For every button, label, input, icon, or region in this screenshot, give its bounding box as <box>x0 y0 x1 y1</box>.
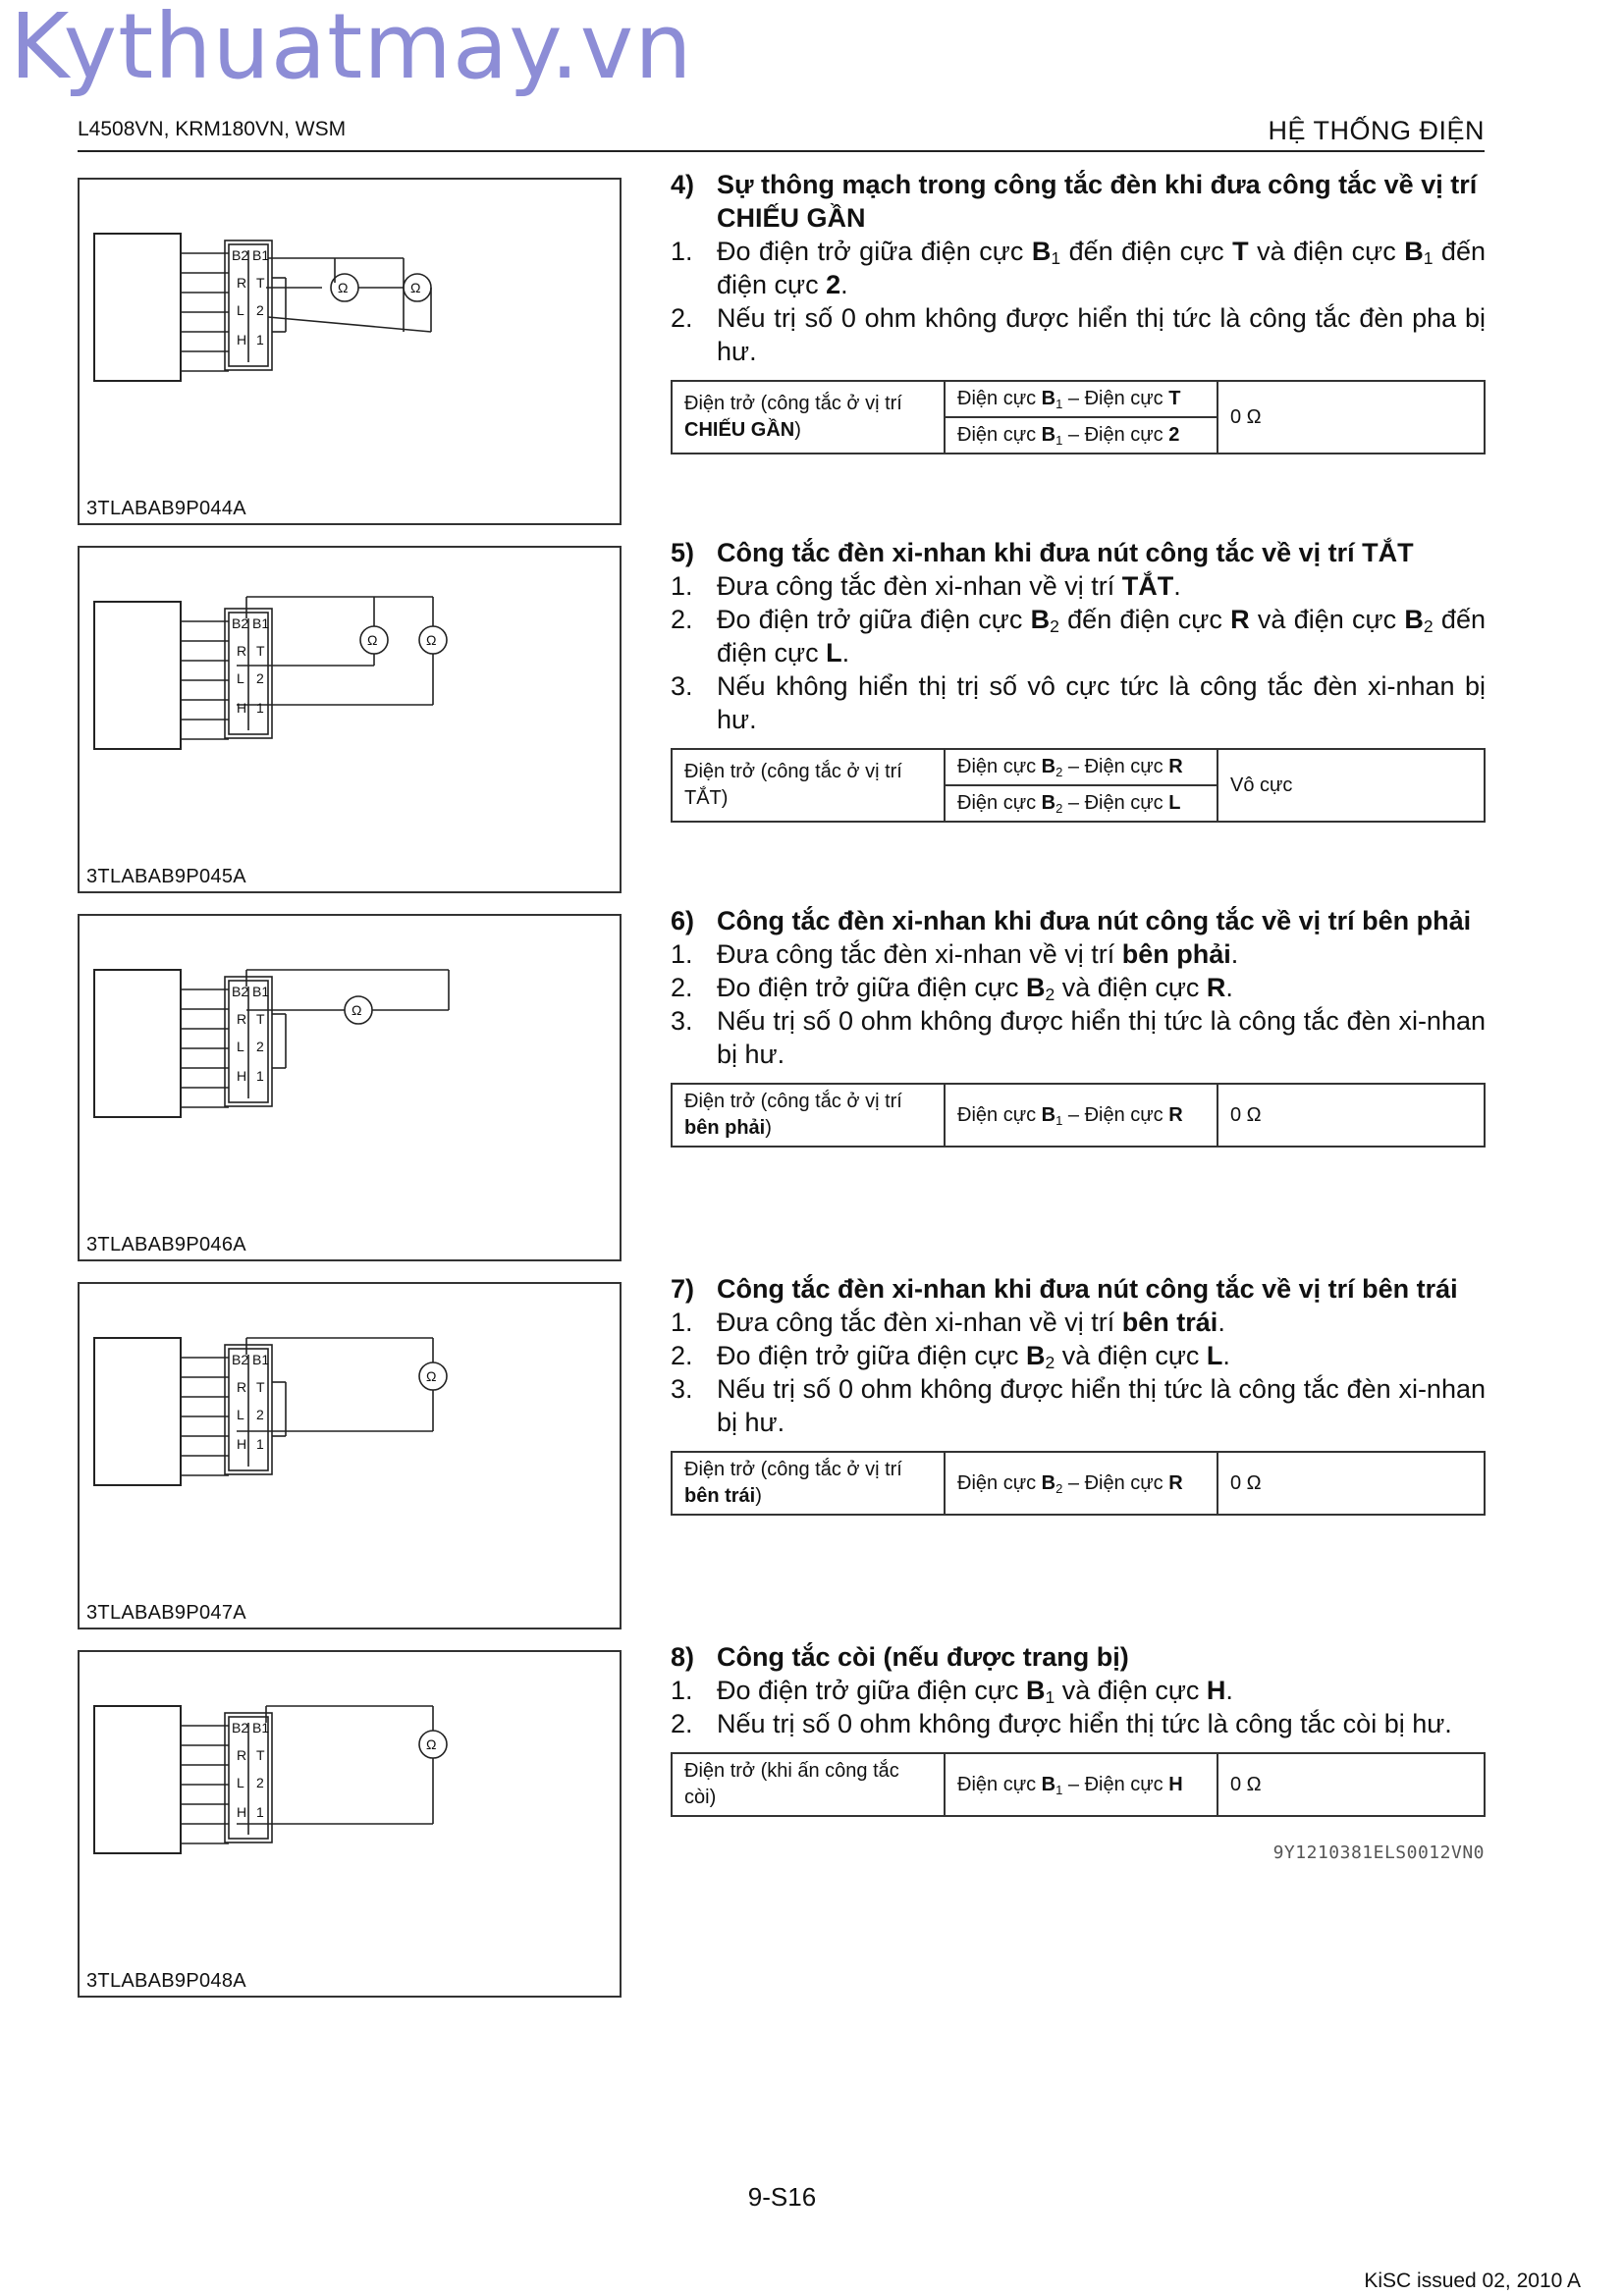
section-6-turn-right <box>671 904 1486 1148</box>
resistance-table <box>671 1083 1486 1148</box>
table-condition-cell: Điện trở (công tắc ở vị trí TẮT) <box>672 749 945 822</box>
terminal-t: T <box>256 275 265 291</box>
terminal-b1: B1 <box>252 1720 270 1735</box>
table-condition-cell: Điện trở (khi ấn công tắc còi) <box>672 1753 945 1816</box>
step: 1. Đưa công tắc đèn xi-nhan về vị trí TẮT. <box>671 571 1181 601</box>
resistance-table <box>671 1752 1486 1817</box>
wiring-diagram <box>80 548 620 862</box>
terminal-h: H <box>237 1068 247 1084</box>
section-5-turn-off <box>671 536 1486 823</box>
terminal-r: R <box>237 643 247 659</box>
step: 1. Đo điện trở giữa điện cực $B_1$ đến điện cực T và điện cực $B_1$ đến điện cực 2. <box>671 237 1486 299</box>
step-list <box>671 1306 1486 1439</box>
wiring-diagram <box>80 1652 620 1966</box>
figure-horn <box>78 1650 622 1998</box>
terminal-b2: B2 <box>232 1720 249 1735</box>
step: 2. Đo điện trở giữa điện cực $B_2$ đến điện cực R và điện cực $B_2$ đến điện cực L. <box>671 605 1486 667</box>
step-list <box>671 569 1486 736</box>
header-chapter-title: HỆ THỐNG ĐIỆN <box>1268 116 1485 145</box>
ohmmeter-icon: Ω <box>352 1002 362 1018</box>
section-title: 5) Công tắc đèn xi-nhan khi đưa nút công tắc về vị trí TẮT <box>671 538 1414 567</box>
figure-turn-off <box>78 546 622 893</box>
terminal-2: 2 <box>256 1039 264 1054</box>
terminal-b2: B2 <box>232 984 249 999</box>
step: 2. Đo điện trở giữa điện cực $B_2$ và điện cực L. <box>671 1341 1230 1372</box>
terminal-r: R <box>237 1011 247 1027</box>
terminal-l: L <box>237 302 244 318</box>
terminal-2: 2 <box>256 302 264 318</box>
section-title: 7) Công tắc đèn xi-nhan khi đưa nút công tắc về vị trí bên trái <box>671 1274 1458 1304</box>
ohmmeter-icon: Ω <box>367 632 378 648</box>
wiring-diagram <box>80 180 620 494</box>
step: 1. Đưa công tắc đèn xi-nhan về vị trí bên trái. <box>671 1308 1225 1337</box>
figure-low-beam <box>78 178 622 525</box>
table-value-cell: 0 Ω <box>1217 1452 1485 1515</box>
step: 2. Nếu trị số 0 ohm không được hiển thị tức là công tắc đèn pha bị hư. <box>671 303 1486 366</box>
table-terminal-cell: Điện cực $B_1$ – Điện cực 2 <box>945 417 1217 454</box>
table-value-cell: Vô cực <box>1217 749 1485 822</box>
terminal-b1: B1 <box>252 247 270 263</box>
step-list <box>671 1674 1486 1740</box>
terminal-t: T <box>256 1747 265 1763</box>
terminal-1: 1 <box>256 332 264 347</box>
terminal-t: T <box>256 1011 265 1027</box>
terminal-1: 1 <box>256 1804 264 1820</box>
wiring-diagram <box>80 916 620 1230</box>
terminal-1: 1 <box>256 1068 264 1084</box>
page-number: 9-S16 <box>747 2182 817 2212</box>
ohmmeter-icon: Ω <box>426 632 437 648</box>
table-condition-cell: Điện trở (công tắc ở vị trí bên phải) <box>672 1084 945 1147</box>
resistance-table <box>671 748 1486 823</box>
wiring-diagram <box>80 1284 620 1598</box>
header-manual-codes: L4508VN, KRM180VN, WSM <box>78 118 347 140</box>
section-title: 6) Công tắc đèn xi-nhan khi đưa nút công tắc về vị trí bên phải <box>671 906 1472 935</box>
terminal-b2: B2 <box>232 247 249 263</box>
step: 1. Đo điện trở giữa điện cực $B_1$ và điện cực H. <box>671 1676 1233 1707</box>
table-value-cell: 0 Ω <box>1217 381 1485 454</box>
step-list <box>671 235 1486 368</box>
section-7-turn-left <box>671 1272 1486 1516</box>
table-terminal-cell: Điện cực $B_1$ – Điện cực R <box>945 1084 1217 1147</box>
terminal-b1: B1 <box>252 984 270 999</box>
table-terminal-cell: Điện cực $B_2$ – Điện cực L <box>945 785 1217 822</box>
terminal-b2: B2 <box>232 615 249 631</box>
resistance-table <box>671 380 1486 454</box>
terminal-h: H <box>237 700 247 716</box>
terminal-1: 1 <box>256 700 264 716</box>
step-list <box>671 937 1486 1071</box>
terminal-h: H <box>237 1804 247 1820</box>
terminal-r: R <box>237 1747 247 1763</box>
figure-label: 3TLABAB9P044A <box>86 498 246 519</box>
ohmmeter-icon: Ω <box>410 280 421 295</box>
step: 3. Nếu không hiển thị trị số vô cực tức là công tắc đèn xi-nhan bị hư. <box>671 671 1486 734</box>
header-divider <box>78 150 1485 152</box>
section-4-low-beam <box>671 168 1486 454</box>
ohmmeter-icon: Ω <box>426 1368 437 1384</box>
section-8-horn <box>671 1640 1486 1817</box>
terminal-b1: B1 <box>252 615 270 631</box>
terminal-l: L <box>237 670 244 686</box>
terminal-l: L <box>237 1407 244 1422</box>
terminal-h: H <box>237 1436 247 1452</box>
step: 1. Đưa công tắc đèn xi-nhan về vị trí bên phải. <box>671 939 1239 969</box>
figure-label: 3TLABAB9P048A <box>86 1970 246 1992</box>
table-condition-cell: Điện trở (công tắc ở vị trí bên trái) <box>672 1452 945 1515</box>
terminal-l: L <box>237 1039 244 1054</box>
table-value-cell: 0 Ω <box>1217 1084 1485 1147</box>
terminal-1: 1 <box>256 1436 264 1452</box>
table-terminal-cell: Điện cực $B_2$ – Điện cực R <box>945 1452 1217 1515</box>
ohmmeter-icon: Ω <box>426 1736 437 1752</box>
terminal-t: T <box>256 1379 265 1395</box>
figure-label: 3TLABAB9P046A <box>86 1234 246 1255</box>
document-code: 9Y1210381ELS0012VN0 <box>1272 1842 1485 1863</box>
terminal-r: R <box>237 1379 247 1395</box>
figure-turn-left <box>78 1282 622 1629</box>
resistance-table <box>671 1451 1486 1516</box>
terminal-t: T <box>256 643 265 659</box>
table-terminal-cell: Điện cực $B_2$ – Điện cực R <box>945 749 1217 785</box>
table-terminal-cell: Điện cực $B_1$ – Điện cực H <box>945 1753 1217 1816</box>
terminal-2: 2 <box>256 670 264 686</box>
terminal-2: 2 <box>256 1407 264 1422</box>
table-condition-cell: Điện trở (công tắc ở vị trí CHIẾU GẦN) <box>672 381 945 454</box>
footer-issue: KiSC issued 02, 2010 A <box>1364 2269 1581 2292</box>
terminal-r: R <box>237 275 247 291</box>
section-title: 4) Sự thông mạch trong công tắc đèn khi đưa công tắc về vị trí CHIẾU GẦN <box>671 170 1478 233</box>
section-title: 8) Công tắc còi (nếu được trang bị) <box>671 1642 1129 1672</box>
terminal-b2: B2 <box>232 1352 249 1367</box>
terminal-2: 2 <box>256 1775 264 1790</box>
figure-turn-right <box>78 914 622 1261</box>
step: 3. Nếu trị số 0 ohm không được hiển thị tức là công tắc đèn xi-nhan bị hư. <box>671 1006 1486 1069</box>
figure-label: 3TLABAB9P047A <box>86 1602 246 1624</box>
terminal-b1: B1 <box>252 1352 270 1367</box>
terminal-l: L <box>237 1775 244 1790</box>
step: 2. Đo điện trở giữa điện cực $B_2$ và điện cực R. <box>671 973 1233 1004</box>
ohmmeter-icon: Ω <box>338 280 349 295</box>
table-terminal-cell: Điện cực $B_1$ – Điện cực T <box>945 381 1217 417</box>
terminal-h: H <box>237 332 247 347</box>
watermark: Kythuatmay.vn <box>10 0 693 99</box>
step: 2. Nếu trị số 0 ohm không được hiển thị tức là công tắc còi bị hư. <box>671 1709 1452 1738</box>
figure-label: 3TLABAB9P045A <box>86 866 246 887</box>
table-value-cell: 0 Ω <box>1217 1753 1485 1816</box>
step: 3. Nếu trị số 0 ohm không được hiển thị tức là công tắc đèn xi-nhan bị hư. <box>671 1374 1486 1437</box>
